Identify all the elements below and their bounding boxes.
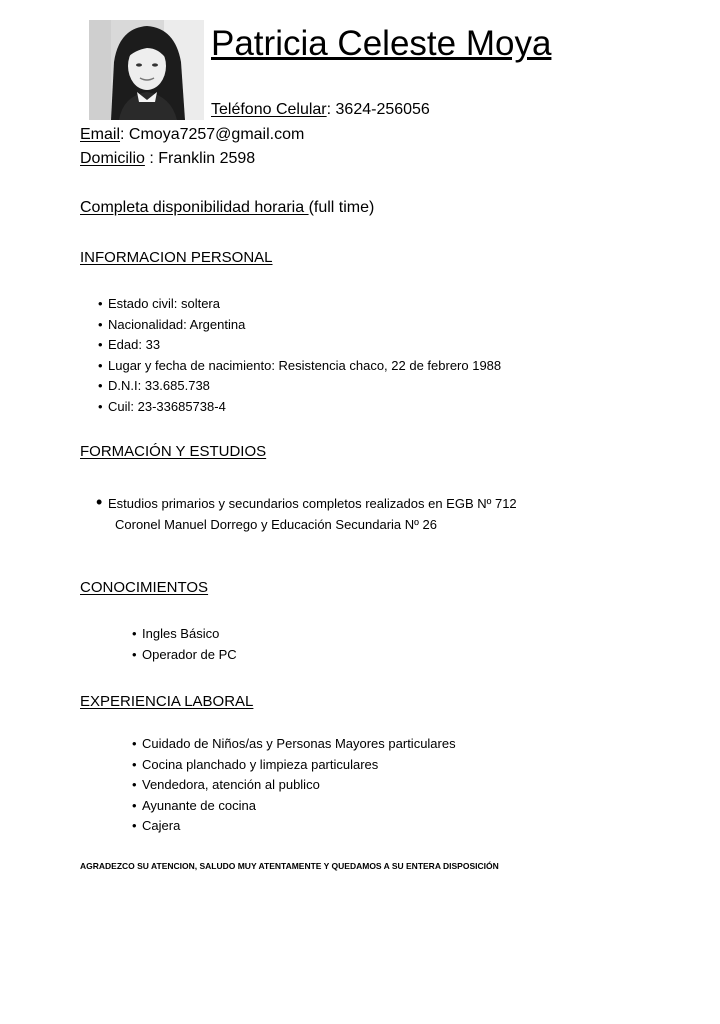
- email-value: : Cmoya7257@gmail.com: [120, 126, 305, 143]
- phone-label: Teléfono Celular: [211, 101, 327, 118]
- address-value: : Franklin 2598: [144, 150, 256, 167]
- list-item: • Ingles Básico: [132, 626, 220, 641]
- email-line: [80, 125, 304, 145]
- list-item: • Edad: 33: [98, 337, 161, 353]
- phone-line: [211, 100, 430, 120]
- candidate-name: Patricia Celeste Moya: [211, 24, 552, 63]
- personal-info-list: [98, 294, 501, 418]
- education-line-1: Estudios primarios y secundarios completos realizados en EGB Nº 712: [108, 496, 517, 511]
- list-item: • Cuidado de Niños/as y Personas Mayores particulares: [132, 736, 456, 751]
- section-heading-education: FORMACIÓN Y ESTUDIOS: [80, 443, 267, 460]
- list-item: • Ayunante de cocina: [132, 797, 256, 813]
- availability-line: [80, 198, 374, 218]
- list-item: • Nacionalidad: Argentina: [98, 316, 246, 332]
- education-entry: [96, 492, 517, 535]
- address-line: [80, 149, 255, 169]
- closing-note: AGRADEZCO SU ATENCION, SALUDO MUY ATENTAMENTE Y QUEDAMOS A SU ENTERA DISPOSICIÓN: [80, 861, 499, 871]
- bullet-icon: •: [96, 492, 103, 512]
- section-heading-experience: EXPERIENCIA LABORAL: [80, 693, 254, 710]
- education-line-2: Coronel Manuel Dorrego y Educación Secundaria Nº 26: [115, 516, 437, 532]
- list-item: • Cocina planchado y limpieza particulares: [132, 756, 379, 772]
- address-label: Domicilio: [80, 150, 145, 167]
- list-item: • Operador de PC: [132, 646, 237, 662]
- email-label: Email: [80, 126, 121, 143]
- section-heading-skills: CONOCIMIENTOS: [80, 579, 209, 596]
- availability-label: Completa disponibilidad horaria: [80, 199, 309, 216]
- list-item: • Lugar y fecha de nacimiento: Resistencia chaco, 22 de febrero 1988: [98, 357, 502, 373]
- section-heading-personal: INFORMACION PERSONAL: [80, 249, 273, 266]
- list-item: • D.N.I: 33.685.738: [98, 378, 210, 394]
- list-item: • Estado civil: soltera: [98, 296, 220, 311]
- list-item: • Vendedora, atención al publico: [132, 777, 320, 793]
- skills-list: [132, 624, 237, 665]
- experience-list: [132, 734, 456, 837]
- phone-value: : 3624-256056: [326, 101, 430, 118]
- list-item: • Cuil: 23-33685738-4: [98, 398, 226, 414]
- availability-value: (full time): [308, 199, 375, 216]
- list-item: • Cajera: [132, 818, 181, 834]
- profile-photo: [89, 20, 204, 120]
